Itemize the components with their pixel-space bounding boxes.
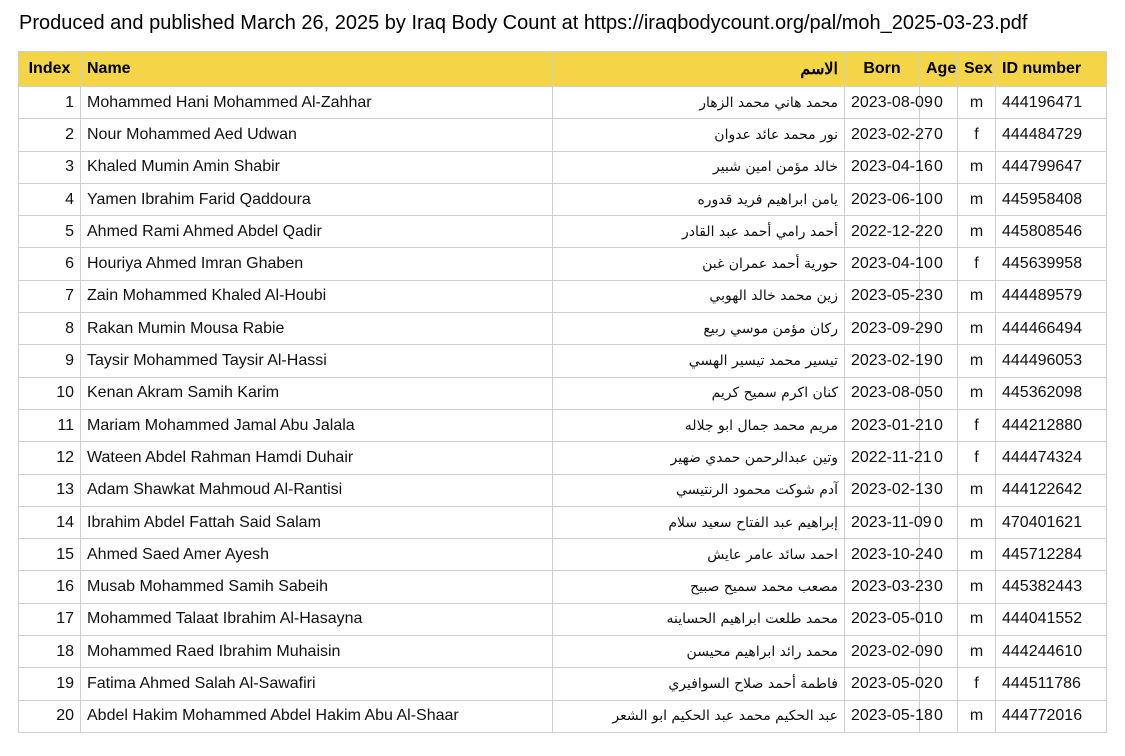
cell-born: 2023-04-10 xyxy=(845,248,920,280)
table-row xyxy=(19,377,1107,409)
cell-index: 16 xyxy=(19,571,81,603)
cell-index: 8 xyxy=(19,313,81,345)
cell-sex: m xyxy=(958,539,996,571)
cell-age: 0 xyxy=(920,119,958,151)
cell-sex: m xyxy=(958,474,996,506)
cell-name: Zain Mohammed Khaled Al-Houbi xyxy=(81,280,553,312)
cell-born: 2023-02-09 xyxy=(845,636,920,668)
table-row xyxy=(19,442,1107,474)
cell-sex: m xyxy=(958,571,996,603)
cell-index: 11 xyxy=(19,409,81,441)
cell-sex: f xyxy=(958,119,996,151)
cell-arabic-name: عبد الحكيم محمد عبد الحكيم ابو الشعر xyxy=(553,700,845,732)
cell-born: 2023-05-23 xyxy=(845,280,920,312)
cell-index: 20 xyxy=(19,700,81,732)
cell-born: 2023-02-13 xyxy=(845,474,920,506)
cell-arabic-name: احمد سائد عامر عايش xyxy=(553,539,845,571)
cell-index: 6 xyxy=(19,248,81,280)
cell-name: Taysir Mohammed Taysir Al-Hassi xyxy=(81,345,553,377)
table-row xyxy=(19,474,1107,506)
cell-age: 0 xyxy=(920,280,958,312)
cell-age: 0 xyxy=(920,571,958,603)
cell-id-number: 444122642 xyxy=(996,474,1107,506)
cell-arabic-name: خالد مؤمن امين شبير xyxy=(553,151,845,183)
cell-born: 2023-05-02 xyxy=(845,668,920,700)
cell-name: Mariam Mohammed Jamal Abu Jalala xyxy=(81,409,553,441)
table-row xyxy=(19,668,1107,700)
cell-id-number: 444244610 xyxy=(996,636,1107,668)
cell-name: Abdel Hakim Mohammed Abdel Hakim Abu Al-Shaar xyxy=(81,700,553,732)
cell-age: 0 xyxy=(920,636,958,668)
cell-sex: m xyxy=(958,636,996,668)
cell-index: 1 xyxy=(19,87,81,119)
cell-sex: f xyxy=(958,248,996,280)
cell-born: 2023-02-27 xyxy=(845,119,920,151)
cell-index: 17 xyxy=(19,603,81,635)
cell-name: Khaled Mumin Amin Shabir xyxy=(81,151,553,183)
cell-age: 0 xyxy=(920,603,958,635)
cell-born: 2023-10-24 xyxy=(845,539,920,571)
cell-index: 3 xyxy=(19,151,81,183)
cell-arabic-name: محمد رائد ابراهيم محيسن xyxy=(553,636,845,668)
cell-arabic-name: محمد هاني محمد الزهار xyxy=(553,87,845,119)
table-row xyxy=(19,313,1107,345)
cell-arabic-name: فاطمة أحمد صلاح السوافيري xyxy=(553,668,845,700)
cell-index: 15 xyxy=(19,539,81,571)
cell-name: Ahmed Rami Ahmed Abdel Qadir xyxy=(81,216,553,248)
cell-index: 5 xyxy=(19,216,81,248)
cell-id-number: 444466494 xyxy=(996,313,1107,345)
cell-sex: m xyxy=(958,87,996,119)
cell-name: Yamen Ibrahim Farid Qaddoura xyxy=(81,183,553,215)
cell-sex: m xyxy=(958,700,996,732)
cell-id-number: 445382443 xyxy=(996,571,1107,603)
cell-arabic-name: وتين عبدالرحمن حمدي ضهير xyxy=(553,442,845,474)
table-row xyxy=(19,87,1107,119)
cell-born: 2023-09-29 xyxy=(845,313,920,345)
cell-sex: m xyxy=(958,345,996,377)
casualty-table xyxy=(18,51,1107,733)
table-row xyxy=(19,216,1107,248)
cell-age: 0 xyxy=(920,313,958,345)
cell-age: 0 xyxy=(920,474,958,506)
cell-name: Nour Mohammed Aed Udwan xyxy=(81,119,553,151)
cell-id-number: 444799647 xyxy=(996,151,1107,183)
cell-born: 2023-05-18 xyxy=(845,700,920,732)
cell-arabic-name: محمد طلعت ابراهيم الحساينه xyxy=(553,603,845,635)
cell-age: 0 xyxy=(920,442,958,474)
cell-arabic-name: أحمد رامي أحمد عبد القادر xyxy=(553,216,845,248)
cell-index: 13 xyxy=(19,474,81,506)
table-body xyxy=(19,87,1107,733)
cell-id-number: 444212880 xyxy=(996,409,1107,441)
cell-sex: m xyxy=(958,506,996,538)
cell-born: 2023-04-16 xyxy=(845,151,920,183)
cell-name: Ahmed Saed Amer Ayesh xyxy=(81,539,553,571)
cell-sex: f xyxy=(958,668,996,700)
cell-index: 10 xyxy=(19,377,81,409)
cell-arabic-name: آدم شوكت محمود الرنتيسي xyxy=(553,474,845,506)
cell-id-number: 444196471 xyxy=(996,87,1107,119)
column-header-id-number: ID number xyxy=(996,52,1107,87)
cell-age: 0 xyxy=(920,539,958,571)
cell-arabic-name: إبراهيم عبد الفتاح سعيد سلام xyxy=(553,506,845,538)
cell-born: 2022-12-22 xyxy=(845,216,920,248)
cell-sex: m xyxy=(958,183,996,215)
cell-name: Kenan Akram Samih Karim xyxy=(81,377,553,409)
cell-sex: m xyxy=(958,377,996,409)
cell-id-number: 445958408 xyxy=(996,183,1107,215)
table-row xyxy=(19,636,1107,668)
cell-index: 12 xyxy=(19,442,81,474)
cell-born: 2023-02-19 xyxy=(845,345,920,377)
cell-born: 2022-11-21 xyxy=(845,442,920,474)
cell-age: 0 xyxy=(920,216,958,248)
cell-arabic-name: حورية أحمد عمران غبن xyxy=(553,248,845,280)
cell-name: Adam Shawkat Mahmoud Al-Rantisi xyxy=(81,474,553,506)
table-row xyxy=(19,119,1107,151)
table-row xyxy=(19,183,1107,215)
table-row xyxy=(19,248,1107,280)
cell-born: 2023-03-23 xyxy=(845,571,920,603)
cell-age: 0 xyxy=(920,700,958,732)
cell-age: 0 xyxy=(920,183,958,215)
cell-id-number: 445808546 xyxy=(996,216,1107,248)
cell-index: 19 xyxy=(19,668,81,700)
cell-id-number: 444484729 xyxy=(996,119,1107,151)
cell-age: 0 xyxy=(920,151,958,183)
cell-arabic-name: مريم محمد جمال ابو جلاله xyxy=(553,409,845,441)
cell-index: 7 xyxy=(19,280,81,312)
cell-sex: m xyxy=(958,603,996,635)
table-row xyxy=(19,539,1107,571)
cell-sex: m xyxy=(958,280,996,312)
document-caption: Produced and published March 26, 2025 by Iraq Body Count at https://iraqbodycount.org/pal/moh_2025-03-23.pdf xyxy=(19,12,1028,34)
table-row xyxy=(19,345,1107,377)
cell-index: 14 xyxy=(19,506,81,538)
cell-name: Mohammed Raed Ibrahim Muhaisin xyxy=(81,636,553,668)
cell-born: 2023-06-10 xyxy=(845,183,920,215)
table-row xyxy=(19,280,1107,312)
table-header-row xyxy=(19,52,1107,87)
cell-age: 0 xyxy=(920,506,958,538)
cell-id-number: 444041552 xyxy=(996,603,1107,635)
cell-born: 2023-01-21 xyxy=(845,409,920,441)
cell-name: Ibrahim Abdel Fattah Said Salam xyxy=(81,506,553,538)
column-header-born: Born xyxy=(845,52,920,87)
cell-arabic-name: زين محمد خالد الهوبي xyxy=(553,280,845,312)
cell-arabic-name: مصعب محمد سميح صبيح xyxy=(553,571,845,603)
cell-age: 0 xyxy=(920,87,958,119)
column-header-name: Name xyxy=(81,52,553,87)
cell-name: Houriya Ahmed Imran Ghaben xyxy=(81,248,553,280)
table-row xyxy=(19,700,1107,732)
cell-name: Mohammed Hani Mohammed Al-Zahhar xyxy=(81,87,553,119)
cell-id-number: 470401621 xyxy=(996,506,1107,538)
cell-arabic-name: يامن ابراهيم فريد قدوره xyxy=(553,183,845,215)
cell-age: 0 xyxy=(920,345,958,377)
cell-name: Fatima Ahmed Salah Al-Sawafiri xyxy=(81,668,553,700)
cell-born: 2023-08-09 xyxy=(845,87,920,119)
cell-sex: m xyxy=(958,151,996,183)
cell-index: 9 xyxy=(19,345,81,377)
cell-born: 2023-05-01 xyxy=(845,603,920,635)
cell-sex: m xyxy=(958,313,996,345)
cell-id-number: 444496053 xyxy=(996,345,1107,377)
cell-arabic-name: ركان مؤمن موسي ربيع xyxy=(553,313,845,345)
cell-sex: f xyxy=(958,409,996,441)
cell-age: 0 xyxy=(920,248,958,280)
cell-sex: m xyxy=(958,216,996,248)
cell-born: 2023-08-05 xyxy=(845,377,920,409)
cell-born: 2023-11-09 xyxy=(845,506,920,538)
table-row xyxy=(19,603,1107,635)
cell-index: 18 xyxy=(19,636,81,668)
table-row xyxy=(19,409,1107,441)
cell-arabic-name: نور محمد عائد عدوان xyxy=(553,119,845,151)
column-header-index: Index xyxy=(19,52,81,87)
table-row xyxy=(19,571,1107,603)
column-header-arabic-name: الاسم xyxy=(553,52,845,87)
cell-id-number: 445362098 xyxy=(996,377,1107,409)
cell-arabic-name: تيسير محمد تيسير الهسي xyxy=(553,345,845,377)
cell-id-number: 445712284 xyxy=(996,539,1107,571)
cell-index: 4 xyxy=(19,183,81,215)
table-row xyxy=(19,506,1107,538)
cell-age: 0 xyxy=(920,409,958,441)
cell-index: 2 xyxy=(19,119,81,151)
cell-sex: f xyxy=(958,442,996,474)
column-header-age: Age xyxy=(920,52,958,87)
cell-name: Mohammed Talaat Ibrahim Al-Hasayna xyxy=(81,603,553,635)
cell-age: 0 xyxy=(920,668,958,700)
cell-name: Musab Mohammed Samih Sabeih xyxy=(81,571,553,603)
table-row xyxy=(19,151,1107,183)
cell-id-number: 444489579 xyxy=(996,280,1107,312)
cell-id-number: 445639958 xyxy=(996,248,1107,280)
cell-id-number: 444511786 xyxy=(996,668,1107,700)
cell-arabic-name: كنان اكرم سميح كريم xyxy=(553,377,845,409)
cell-name: Rakan Mumin Mousa Rabie xyxy=(81,313,553,345)
cell-name: Wateen Abdel Rahman Hamdi Duhair xyxy=(81,442,553,474)
cell-age: 0 xyxy=(920,377,958,409)
column-header-sex: Sex xyxy=(958,52,996,87)
cell-id-number: 444474324 xyxy=(996,442,1107,474)
cell-id-number: 444772016 xyxy=(996,700,1107,732)
